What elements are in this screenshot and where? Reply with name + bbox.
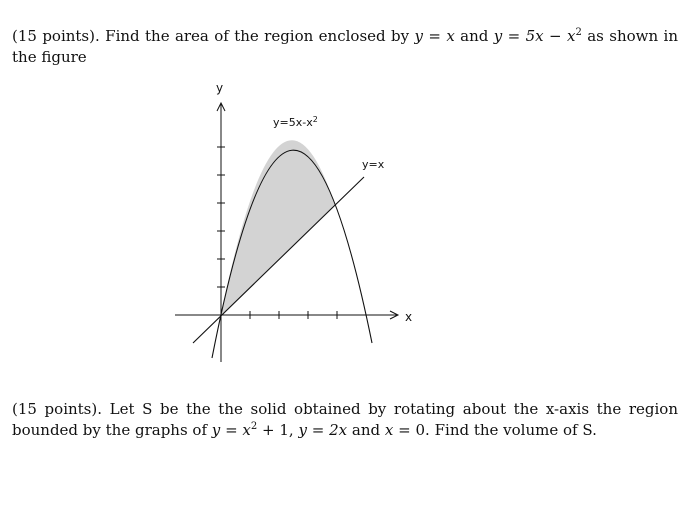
x-axis-label: x — [405, 310, 413, 324]
shaded-region — [221, 140, 335, 315]
equation-curve: $y = x^2 + 1$, — [211, 421, 294, 439]
equation-parabola: $y = 5x - x^2$ — [493, 27, 582, 45]
problem-1-points: (15 points). — [12, 27, 100, 45]
conjunction: and — [351, 421, 381, 439]
line-label: y=x — [362, 158, 385, 171]
problem-2-points: (15 points). — [12, 400, 102, 418]
parabola-label: $y=5x-x^2$ — [273, 115, 318, 129]
equation-line: y = x — [414, 27, 455, 45]
conjunction: and — [460, 27, 489, 45]
problem-1-text: Find the area of the region enclosed by — [105, 27, 410, 45]
equation-x-zero: x = 0. — [384, 421, 430, 439]
problem-2-text: Let S be the the solid obtained by rotating about the x-axis the region bounded by the graphs of — [12, 400, 678, 439]
equation-line-2x: y = 2x — [298, 421, 348, 439]
problem-1-text-end: as shown in the figure — [12, 27, 678, 66]
y-axis-label: y — [216, 81, 224, 95]
problem-2-text-end: Find the volume of S. — [434, 421, 597, 439]
problem-2 — [12, 399, 678, 441]
